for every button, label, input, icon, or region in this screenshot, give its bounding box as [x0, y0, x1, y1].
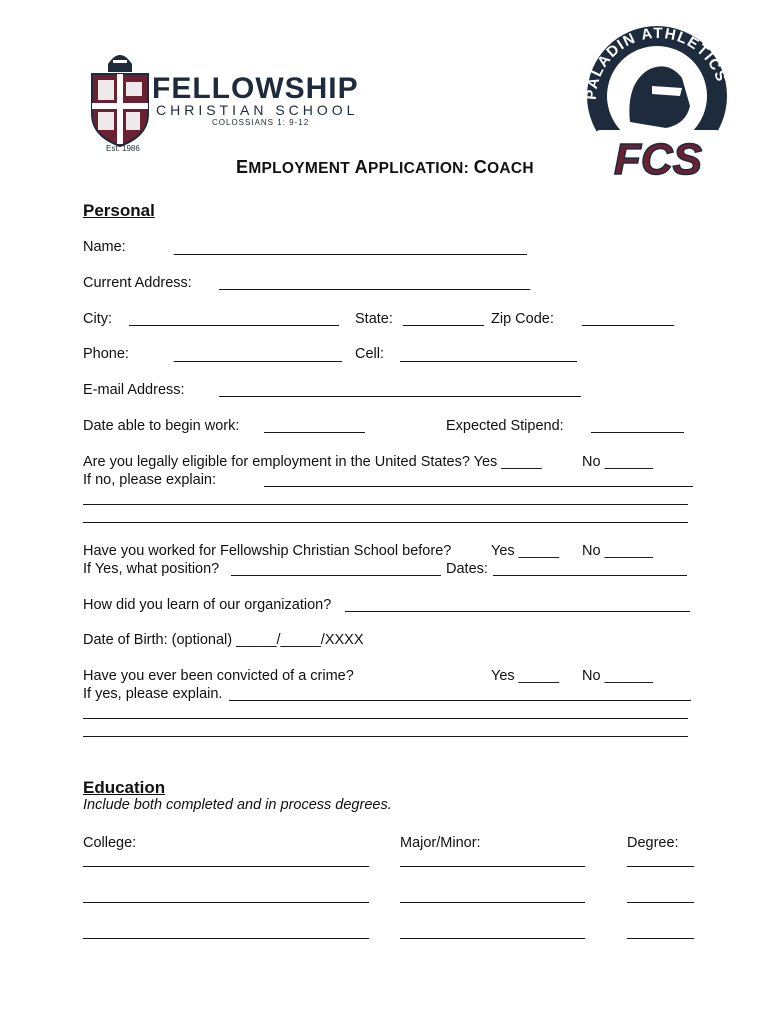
dates-field[interactable]	[493, 575, 687, 576]
dob-field[interactable]: Date of Birth: (optional) _____/_____/XXXX	[83, 632, 364, 648]
phone-label: Phone:	[83, 346, 129, 362]
explain-line[interactable]	[83, 718, 688, 719]
worked-no[interactable]: No ______	[582, 543, 653, 559]
degree-field[interactable]	[627, 866, 694, 867]
major-field[interactable]	[400, 866, 585, 867]
city-label: City:	[83, 311, 112, 327]
svg-text:PALADIN ATHLETICS	[583, 26, 730, 100]
college-field[interactable]	[83, 938, 369, 939]
major-column-label: Major/Minor:	[400, 835, 481, 851]
section-heading-personal: Personal	[83, 201, 155, 220]
education-subheading: Include both completed and in process degrees.	[83, 797, 392, 813]
if-no-field[interactable]	[264, 486, 693, 487]
page-title: EMPLOYMENT APPLICATION: COACH	[236, 157, 534, 177]
date-begin-label: Date able to begin work:	[83, 418, 240, 434]
worked-question: Have you worked for Fellowship Christian School before?	[83, 543, 452, 559]
position-label: If Yes, what position?	[83, 561, 220, 577]
zip-label: Zip Code:	[491, 311, 554, 327]
state-field[interactable]	[403, 325, 484, 326]
name-label: Name:	[83, 239, 126, 255]
crime-question: Have you ever been convicted of a crime?	[83, 668, 354, 684]
state-label: State:	[355, 311, 393, 327]
stipend-label: Expected Stipend:	[446, 418, 564, 434]
email-field[interactable]	[219, 396, 581, 397]
learn-field[interactable]	[345, 611, 690, 612]
major-field[interactable]	[400, 938, 585, 939]
badge-initials: FCS	[614, 135, 702, 182]
if-no-label: If no, please explain:	[83, 472, 217, 488]
degree-field[interactable]	[627, 938, 694, 939]
explain-line[interactable]	[83, 504, 688, 505]
learn-question: How did you learn of our organization?	[83, 597, 332, 613]
established-text: Est. 1986	[106, 144, 140, 153]
degree-field[interactable]	[627, 902, 694, 903]
position-field[interactable]	[231, 575, 441, 576]
school-name-sub: CHRISTIAN SCHOOL	[156, 102, 359, 118]
eligible-no[interactable]: No ______	[582, 454, 653, 470]
cell-label: Cell:	[355, 346, 385, 362]
crime-yes[interactable]: Yes _____	[491, 668, 560, 684]
section-heading-education: Education	[83, 778, 166, 797]
major-field[interactable]	[400, 902, 585, 903]
name-field[interactable]	[174, 254, 527, 255]
badge-ring-label: PALADIN ATHLETICS	[582, 26, 731, 101]
school-name: FELLOWSHIP	[152, 72, 359, 105]
degree-column-label: Degree:	[627, 835, 679, 851]
zip-field[interactable]	[582, 325, 674, 326]
current-address-field[interactable]	[219, 289, 530, 290]
crime-explain-field[interactable]	[229, 700, 691, 701]
crime-no[interactable]: No ______	[582, 668, 653, 684]
current-address-label: Current Address:	[83, 275, 192, 291]
cell-field[interactable]	[400, 361, 577, 362]
college-field[interactable]	[83, 902, 369, 903]
college-field[interactable]	[83, 866, 369, 867]
email-label: E-mail Address:	[83, 382, 185, 398]
athletics-badge	[582, 26, 732, 182]
stipend-field[interactable]	[591, 432, 684, 433]
phone-field[interactable]	[174, 361, 342, 362]
school-logo	[86, 48, 386, 158]
dates-label: Dates:	[446, 561, 488, 577]
crime-explain-label: If yes, please explain.	[83, 686, 223, 702]
explain-line[interactable]	[83, 522, 688, 523]
eligible-question: Are you legally eligible for employment in the United States? Yes _____	[83, 454, 542, 470]
worked-yes[interactable]: Yes _____	[491, 543, 560, 559]
school-verse: COLOSSIANS 1: 9-12	[212, 118, 310, 127]
badge-ring-text	[582, 26, 732, 182]
city-field[interactable]	[129, 325, 339, 326]
explain-line[interactable]	[83, 736, 688, 737]
college-column-label: College:	[83, 835, 137, 851]
date-begin-field[interactable]	[264, 432, 365, 433]
